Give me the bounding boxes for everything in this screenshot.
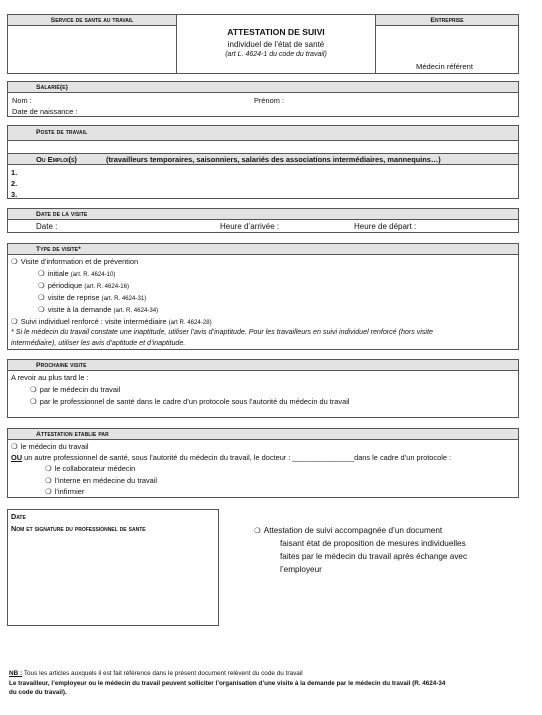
option-interne[interactable] [45,476,157,485]
option-medecin-travail-label: le médecin du travail [20,442,89,451]
footer-bold-line2: du code du travail). [9,689,67,696]
document-mesures-line3: faites par le médecin du travail après échange avec [280,552,468,561]
prenom-label: Prénom : [254,96,284,105]
radio-icon[interactable]: ❍ [30,385,37,394]
type-visite-section [7,243,519,350]
emploi-item-1: 1. [11,168,18,177]
footer-bold-line1: Le travailleur, l’employeur ou le médecin du travail peuvent solliciter l’organisation d’une visite à la demande par le médecin du travail (R. 4624-34 [9,680,446,687]
option-medecin-travail[interactable] [11,442,89,451]
option-collaborateur[interactable] [45,464,135,473]
option-par-medecin[interactable] [30,385,120,394]
option-demande-ref: (art. R. 4624-34) [113,307,159,314]
option-interne-label: l’interne en médecine du travail [54,476,158,485]
ou-label: OU [11,453,23,462]
option-par-professionnel[interactable] [30,397,350,406]
option-infirmier[interactable] [45,487,84,496]
salarie-header: Salarié(e) [8,82,518,93]
radio-icon[interactable]: ❍ [38,281,45,290]
option-renforce-label: Suivi individuel renforcé : visite intermédiaire [20,317,167,326]
prochaine-visite-header: Prochaine visite [8,360,518,371]
autre-professionnel-label: un autre professionnel de santé, sous l’autorité du médecin du travail, le docteur : _______________dans le cadre d’un protocole : [24,453,452,462]
option-initiale-label: initiale [47,269,69,278]
radio-icon[interactable]: ❍ [11,317,18,326]
option-reprise[interactable] [38,293,146,303]
radio-icon[interactable]: ❍ [38,293,45,302]
option-info-prevention[interactable] [11,257,138,266]
radio-icon[interactable]: ❍ [45,476,52,485]
attestation-reference: (art L. 4624-1 du code du travail) [225,50,327,58]
option-infirmier-label: l’infirmier [54,487,85,496]
option-demande[interactable] [38,305,158,315]
medecin-referent-label: Médecin référent [416,62,473,71]
radio-icon[interactable]: ❍ [30,397,37,406]
attestation-etablie-section [7,428,519,498]
radio-icon[interactable]: ❍ [11,257,18,266]
document-mesures-line2: faisant état de proposition de mesures individuelles [280,539,466,548]
radio-icon[interactable]: ❍ [254,526,261,535]
autre-professionnel-line [11,453,451,462]
option-par-medecin-label: par le médecin du travail [39,385,121,394]
option-renforce-ref: (art R. 4624-28) [168,319,212,326]
radio-icon[interactable]: ❍ [45,464,52,473]
type-visite-note-line1: * Si le médecin du travail constate une inaptitude, utiliser l’avis d’inaptitude. Pour les travailleurs en suivi individuel renforcé (hors visite [11,328,433,336]
service-sante-cell [7,14,177,74]
option-periodique-label: périodique [47,281,83,290]
document-mesures-line1 [254,524,442,537]
revoir-label: A revoir au plus tard le : [11,373,89,382]
option-initiale-ref: (art. R. 4624-10) [70,271,116,278]
document-mesures-line4: l’employeur [280,565,322,574]
option-periodique[interactable] [38,281,129,291]
date-visite-header: Date de la visite [8,209,518,220]
heure-depart-label: Heure de départ : [354,222,417,231]
option-renforce[interactable] [11,317,212,327]
date-visite-section [7,208,519,233]
nb-text: Tous les articles auxquels il est fait référence dans le présent document relèvent du code du travail [23,670,303,677]
emplois-title: Ou Emploi(s) [36,155,77,164]
emplois-header-band [8,153,518,165]
poste-header: Poste de travail [8,126,518,141]
emplois-detail: (travailleurs temporaires, saisonniers, salariés des associations intermédiaires, mannequins…) [106,155,441,164]
signature-date-label: Date [11,512,26,521]
radio-icon[interactable]: ❍ [38,269,45,278]
attestation-title-cell [176,14,376,74]
entreprise-title: Entreprise [376,15,518,26]
emploi-item-2: 2. [11,179,18,188]
option-info-prevention-label: Visite d’information et de prévention [20,257,139,266]
option-collaborateur-label: le collaborateur médecin [54,464,136,473]
footer-nb [9,670,303,678]
option-reprise-label: visite de reprise [47,293,100,302]
heure-arrivee-label: Heure d’arrivée : [220,222,280,231]
radio-icon[interactable]: ❍ [11,442,18,451]
poste-section [7,125,519,199]
option-periodique-ref: (art. R. 4624-16) [84,283,130,290]
service-sante-title: Service de sante au travail [8,15,176,26]
date-label: Date : [36,222,58,231]
attestation-subtitle: individuel de l’état de santé [227,39,325,49]
nb-label: NB : [9,670,23,677]
signature-box[interactable] [7,509,219,626]
attestation-etablie-header: Attestation etablie par [8,429,518,440]
salarie-section [7,81,519,117]
naissance-label: Date de naissance : [12,107,78,116]
radio-icon[interactable]: ❍ [45,487,52,496]
emploi-item-3: 3. [11,190,18,199]
option-reprise-ref: (art. R. 4624-31) [101,295,147,302]
document-mesures-text1: Attestation de suivi accompagnée d’un document [263,526,443,535]
nom-label: Nom : [12,96,32,105]
option-initiale[interactable] [38,269,115,279]
entreprise-cell [375,14,519,74]
attestation-title: ATTESTATION DE SUIVI [227,27,325,37]
option-par-professionnel-label: par le professionnel de santé dans le cadre d’un protocole sous l’autorité du médecin du travail [39,397,350,406]
type-visite-header: Type de visite* [8,244,518,255]
radio-icon[interactable]: ❍ [38,305,45,314]
signature-nom-label: Nom et signature du professionnel de sante [11,524,146,533]
option-demande-label: visite à la demande [47,305,112,314]
prochaine-visite-section [7,359,519,418]
type-visite-note-line2: intermédiaire), utiliser les avis d’aptitude et d’inaptitude. [11,339,186,347]
